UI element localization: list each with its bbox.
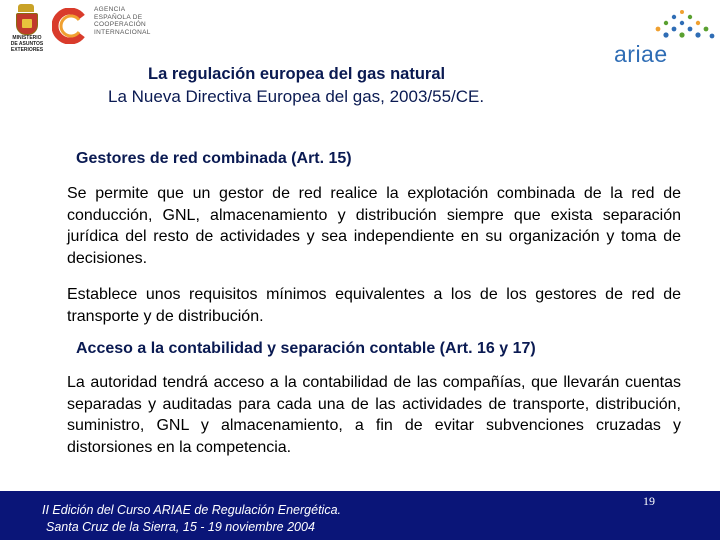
page-number: 19 <box>643 494 655 508</box>
slide-subtitle: La Nueva Directiva Europea del gas, 2003/55/CE. <box>108 87 485 106</box>
footer-bar <box>0 491 720 540</box>
footer-course: II Edición del Curso ARIAE de Regulación Energética. <box>42 503 342 517</box>
section-paragraph: Se permite que un gestor de red realice la explotación combinada de la red de conducción, GNL, almacenamiento y distribución siempre que exista separación jurídica del resto de actividades y sea independiente en su organización y toma de decisiones. <box>67 185 681 267</box>
section-heading: Acceso a la contabilidad y separación contable (Art. 16 y 17) <box>76 340 536 357</box>
ariae-dots-icon <box>612 8 716 44</box>
slide-title: La regulación europea del gas natural <box>148 65 446 83</box>
emblem-text: MINISTERIO DE ASUNTOS EXTERIORES <box>10 35 44 53</box>
ariae-logo <box>612 8 716 66</box>
header-logos <box>6 4 166 54</box>
section-heading: Gestores de red combinada (Art. 15) <box>76 150 352 167</box>
footer-location-date: Santa Cruz de la Sierra, 15 - 19 noviembre 2004 <box>46 520 315 534</box>
aeci-c-logo-icon <box>52 8 88 44</box>
agency-name: AGENCIA ESPAÑOLA DE COOPERACIÓN INTERNACIONAL <box>94 6 151 36</box>
ariae-logo-text: ariae <box>614 41 668 67</box>
section-paragraph: Establece unos requisitos mínimos equivalentes a los de los gestores de red de transporte y de distribución. <box>67 286 681 325</box>
section-paragraph: La autoridad tendrá acceso a la contabilidad de las compañías, que llevarán cuentas separadas y auditadas para cada una de las actividades de transporte, distribución, suministro, GNL y almacenamiento, a fin de evitar subvenciones cruzadas y distorsiones en la competencia. <box>67 374 681 456</box>
ministry-emblem-icon <box>6 4 46 54</box>
